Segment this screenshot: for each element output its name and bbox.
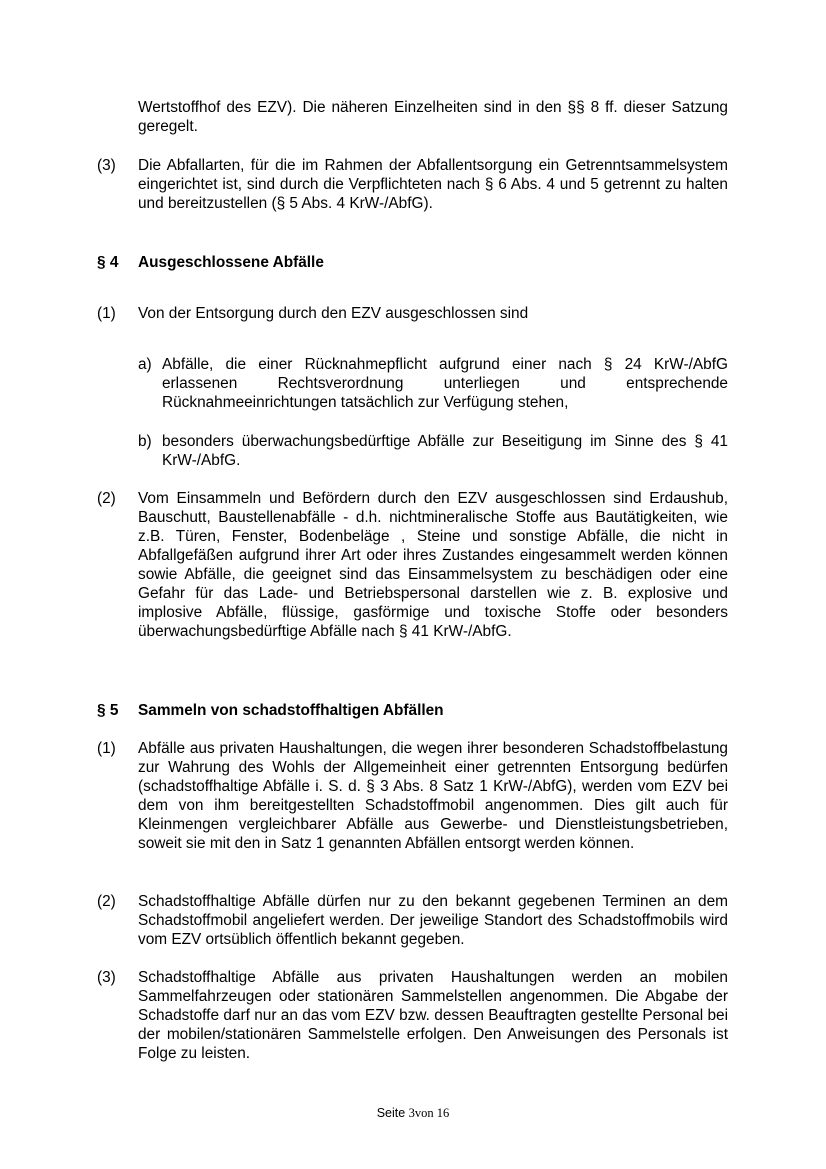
paragraph-number: (1): [97, 305, 116, 322]
paragraph-text: Schadstoffhaltige Abfälle dürfen nur zu den bekannt gegebenen Terminen an dem Schadstoffmobil angeliefert werden. Der jeweilige Standort des Schadstoffmobils wird vom EZV ortsüblich öffentlich bekannt gegeben.: [138, 893, 728, 948]
list-item-text: besonders überwachungsbedürftige Abfälle zur Beseitigung im Sinne des § 41 KrW-/AbfG.: [162, 433, 728, 469]
list-item-label: b): [138, 433, 152, 450]
section-heading: [97, 701, 444, 720]
paragraph-continuation: Wertstoffhof des EZV). Die näheren Einzelheiten sind in den §§ 8 ff. dieser Satzung geregelt.: [138, 99, 728, 135]
page-label: Seite: [376, 1106, 409, 1120]
page-number: 3von 16: [408, 1106, 450, 1120]
paragraph-number: (3): [97, 157, 116, 174]
paragraph-number: (2): [97, 893, 116, 910]
paragraph-text: Abfälle aus privaten Haushaltungen, die wegen ihrer besonderen Schadstoffbelastung zur Wahrung des Wohls der Allgemeinheit einer getrennten Entsorgung bedürfen (schadstoffhaltige Abfälle i. S. d. § 3 Abs. 8 Satz 1 KrW-/AbfG), werden vom EZV bei dem von ihm bereitgestellten Schadstoffmobil angenommen. Dies gilt auch für Kleinmengen vergleichbarer Abfälle aus Gewerbe- und Dienstleistungsbetrieben, soweit sie mit den in Satz 1 genannten Abfällen entsorgt werden können.: [138, 740, 728, 852]
paragraph-text: Die Abfallarten, für die im Rahmen der Abfallentsorgung ein Getrenntsammelsystem eingerichtet ist, sind durch die Verpflichteten nach § 6 Abs. 4 und 5 getrennt zu halten und bereitzustellen (§ 5 Abs. 4 KrW-/AbfG).: [138, 157, 728, 212]
section-title: Ausgeschlossene Abfälle: [138, 254, 324, 271]
list-item-label: a): [138, 356, 152, 373]
paragraph-text: Von der Entsorgung durch den EZV ausgeschlossen sind: [138, 305, 529, 322]
section-number: § 5: [97, 702, 119, 719]
page-footer: [0, 1104, 826, 1123]
paragraph-number: (3): [97, 969, 116, 986]
list-item-text: Abfälle, die einer Rücknahmepflicht aufgrund einer nach § 24 KrW-/AbfG erlassenen Rechtsverordnung unterliegen und entsprechende Rücknahmeeinrichtungen tatsächlich zur Verfügung stehen,: [162, 356, 728, 411]
paragraph-number: (1): [97, 740, 116, 757]
paragraph-text: Vom Einsammeln und Befördern durch den EZV ausgeschlossen sind Erdaushub, Bauschutt, Baustellenabfälle - d.h. nichtmineralische Stoffe aus Bautätigkeiten, wie z.B. Türen, Fenster, Bodenbeläge , Steine und sonstige Abfälle, die nicht in Abfallgefäßen aufgrund ihrer Art oder ihres Zustandes eingesammelt werden können sowie Abfälle, die geeignet sind das Einsammelsystem zu beschädigen oder eine Gefahr für das Lade- und Betriebspersonal darstellen wie z. B. explosive und implosive Abfälle, flüssige, gasförmige und toxische Stoffe oder besonders überwachungsbedürftige Abfälle nach § 41 KrW-/AbfG.: [138, 490, 728, 640]
section-title: Sammeln von schadstoffhaltigen Abfällen: [138, 702, 444, 719]
paragraph-text: Schadstoffhaltige Abfälle aus privaten Haushaltungen werden an mobilen Sammelfahrzeugen oder stationären Sammelstellen angenommen. Die Abgabe der Schadstoffe darf nur an das vom EZV bzw. dessen Beauftragten gestellte Personal bei der mobilen/stationären Sammelstelle erfolgen. Den Anweisungen des Personals ist Folge zu leisten.: [138, 969, 728, 1062]
paragraph-number: (2): [97, 490, 116, 507]
section-number: § 4: [97, 254, 119, 271]
section-heading: [97, 253, 324, 272]
